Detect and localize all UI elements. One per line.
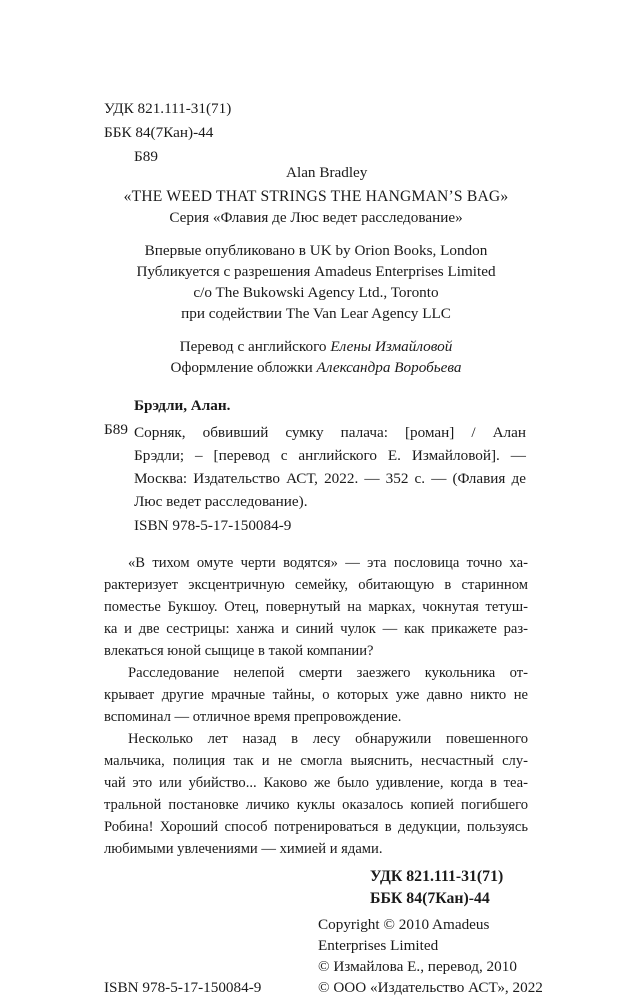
annotation-line: Робина! Хороший способ потренироваться в дедукции, пользуясь — [104, 819, 528, 835]
catalog-heading: Брэдли, Алан. — [134, 397, 231, 414]
copyright-line: Copyright © 2010 Amadeus — [318, 916, 490, 933]
cover-prefix: Оформление обложки — [170, 359, 317, 376]
bbk-code: ББК 84(7Кан)-44 — [104, 124, 214, 141]
copyright-line: Enterprises Limited — [318, 937, 439, 954]
rights-line: при содействии The Van Lear Agency LLC — [181, 305, 451, 322]
footer-bbk: ББК 84(7Кан)-44 — [370, 890, 490, 907]
translator-name: Елены Измайловой — [330, 338, 453, 355]
annotation-line: поместье Букшоу. Отец, повернутый на марках, чокнутая тетуш- — [104, 599, 528, 615]
footer-isbn: ISBN 978-5-17-150084-9 — [104, 979, 262, 996]
annotation-line: Несколько лет назад в лесу обнаружили повешенного — [128, 731, 528, 747]
translation-credit — [0, 338, 632, 356]
annotation-line: любимыми увлечениями — химией и ядами. — [104, 841, 383, 857]
rights-line: Публикуется с разрешения Amadeus Enterprises Limited — [136, 263, 496, 280]
annotation-line: рактеризует эксцентричную семейку, обитающую в старинном — [104, 577, 528, 593]
copyright-line: © Измайлова Е., перевод, 2010 — [318, 958, 517, 975]
annotation-line: крывает другие мрачные тайны, о которых уже давно никто не — [104, 687, 528, 703]
annotation-paragraph-2 — [104, 662, 528, 728]
annotation-line: «В тихом омуте черти водятся» — эта пословица точно ха- — [128, 555, 528, 571]
annotation-line: Расследование нелепой смерти заезжего кукольника от- — [128, 665, 528, 681]
translation-prefix: Перевод с английского — [179, 338, 331, 355]
rights-line: c/o The Bukowski Agency Ltd., Toronto — [193, 284, 439, 301]
catalog-line: Сорняк, обвивший сумку палача: [роман] / Алан — [134, 424, 526, 441]
footer-udk: УДК 821.111-31(71) — [370, 868, 504, 885]
catalog-line: Люс ведет расследование). — [134, 493, 308, 510]
catalog-mark: Б89 — [104, 421, 128, 438]
annotation-paragraph-1 — [104, 552, 528, 662]
author-mark: Б89 — [134, 148, 158, 165]
catalog-description — [134, 421, 526, 513]
annotation-line: вспоминал — отличное время препровождение. — [104, 709, 402, 725]
copyright-line: © ООО «Издательство АСТ», 2022 — [318, 979, 543, 996]
rights-line: Впервые опубликовано в UK by Orion Books, London — [144, 242, 488, 259]
cover-artist-name: Александра Воробьева — [316, 359, 462, 376]
catalog-line: Москва: Издательство АСТ, 2022. — 352 с. — (Флавия де — [134, 470, 526, 487]
annotation-line: мальчика, полиция так и не смогла выяснить, несчастный слу- — [104, 753, 528, 769]
udk-code: УДК 821.111-31(71) — [104, 100, 232, 117]
catalog-line: Брэдли; – [перевод с английского Е. Измайловой]. — — [134, 447, 526, 464]
annotation-line: тральной постановке личико куклы оказалось копией погибшего — [104, 797, 528, 813]
author-name-en: Alan Bradley — [286, 164, 368, 181]
cover-credit — [0, 359, 632, 377]
annotation-paragraph-3 — [104, 728, 528, 860]
series-name: Серия «Флавия де Люс ведет расследование» — [169, 209, 463, 226]
annotation-line: ка и две сестрицы: ханжа и синий чулок — как прикажете раз- — [104, 621, 528, 637]
annotation-line: чай это или убийство... Каково же было удивление, когда в теа- — [104, 775, 528, 791]
catalog-isbn: ISBN 978-5-17-150084-9 — [134, 517, 292, 534]
annotation-line: влекаться юной сыщице в такой компании? — [104, 643, 374, 659]
original-title: «THE WEED THAT STRINGS THE HANGMAN’S BAG» — [123, 188, 509, 205]
